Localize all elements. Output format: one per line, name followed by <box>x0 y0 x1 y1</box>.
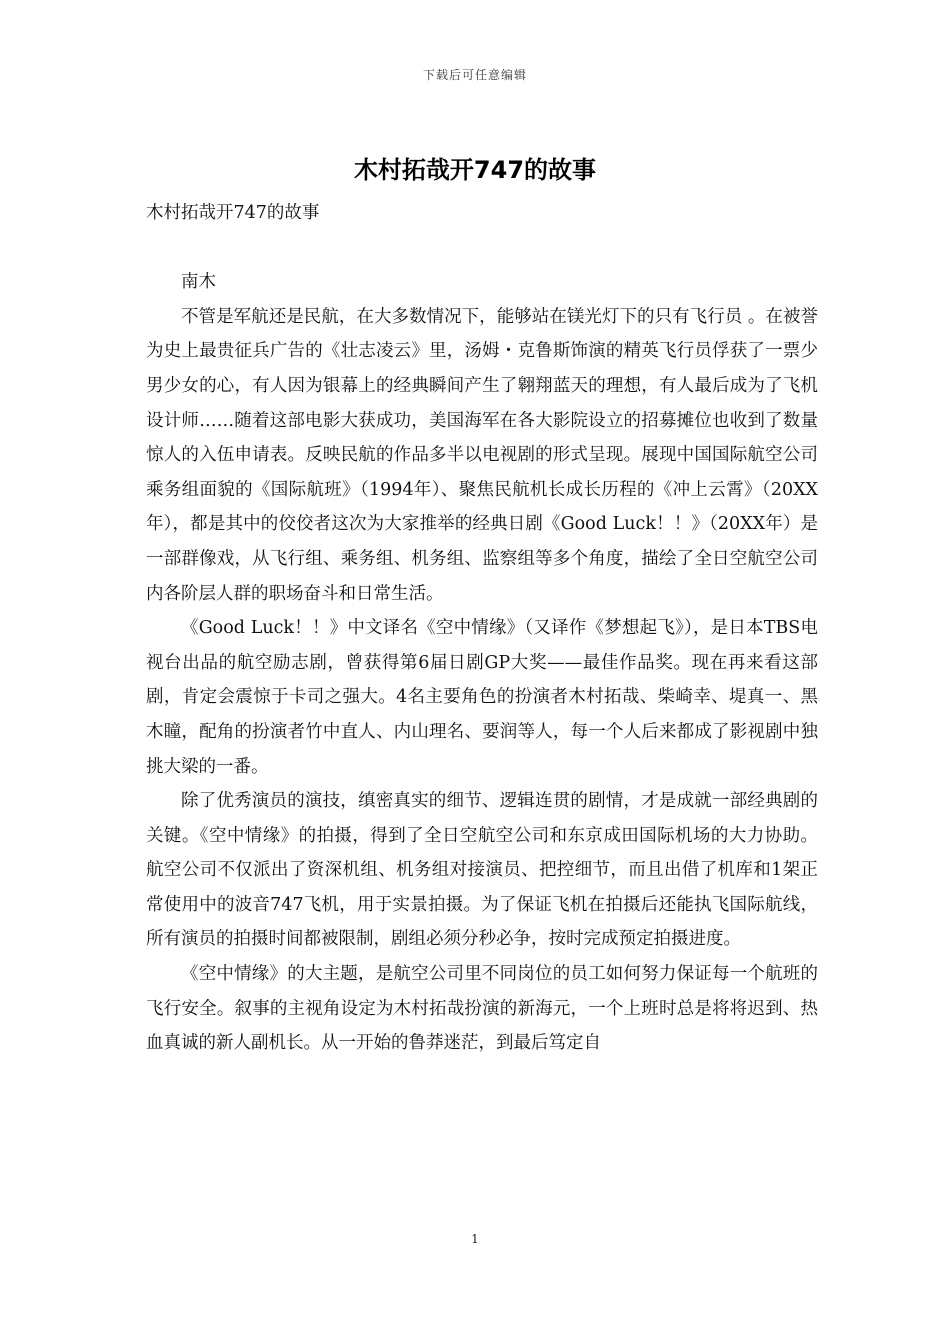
author-line: 南木 <box>181 272 216 293</box>
paragraph: 除了优秀演员的演技，缜密真实的细节、逻辑连贯的剧情，才是成就一部经典剧的关键。《空中情缘》的拍摄，得到了全日空航空公司和东京成田国际机场的大力协助。航空公司不仅派出了资深机组、机务组对接演员、把控细节，而且出借了机库和1架正常使用中的波音747飞机，用于实景拍摄。为了保证飞机在拍摄后还能执飞国际航线，所有演员的拍摄时间都被限制，剧组必须分秒必争，按时完成预定拍摄进度。 <box>146 791 818 950</box>
page-number: 1 <box>471 1232 479 1246</box>
paragraph: 不管是军航还是民航，在大多数情况下，能够站在镁光灯下的只有飞行员 。在被誉为史上最贵征兵广告的《壮志凌云》里，汤姆・克鲁斯饰演的精英飞行员俘获了一票少男少女的心，有人因为银幕上的经典瞬间产生了翱翔蓝天的理想，有人最后成为了飞机设计师……随着这部电影大获成功，美国海军在各大影院设立的招募摊位也收到了数量惊人的入伍申请表。反映民航的作品多半以电视剧的形式呈现。展现中国国际航空公司乘务组面貌的《国际航班》（1994年）、聚焦民航机长成长历程的《冲上云霄》（20XX年），都是其中的佼佼者这次为大家推举的经典日剧《Good Luck！！》（20XX年）是一部群像戏，从飞行组、乘务组、机务组、监察组等多个角度，描绘了全日空航空公司内各阶层人群的职场奋斗和日常生活。 <box>146 306 818 604</box>
paragraph: 《空中情缘》的大主题，是航空公司里不同岗位的员工如何努力保证每一个航班的飞行安全。叙事的主视角设定为木村拓哉扮演的新海元，一个上班时总是将将迟到、热血真诚的新人副机长。从一开始的鲁莽迷茫，到最后笃定自 <box>146 964 818 1054</box>
document-title: 木村拓哉开747的故事 <box>353 156 597 184</box>
blank-line <box>146 231 818 266</box>
paragraph: 《Good Luck！！》中文译名《空中情缘》（又译作《梦想起飞》），是日本TBS电视台出品的航空励志剧，曾获得第6届日剧GP大奖——最佳作品奖。现在再来看这部剧，肯定会震惊于卡司之强大。4名主要角色的扮演者木村拓哉、柴崎幸、堤真一、黑木瞳，配角的扮演者竹中直人、内山理名、要润等人，每一个人后来都成了影视剧中独挑大梁的一番。 <box>146 618 818 777</box>
header-note: 下载后可任意编辑 <box>422 68 527 82</box>
document-subtitle: 木村拓哉开747的故事 <box>146 203 320 223</box>
document-body <box>146 196 818 1061</box>
